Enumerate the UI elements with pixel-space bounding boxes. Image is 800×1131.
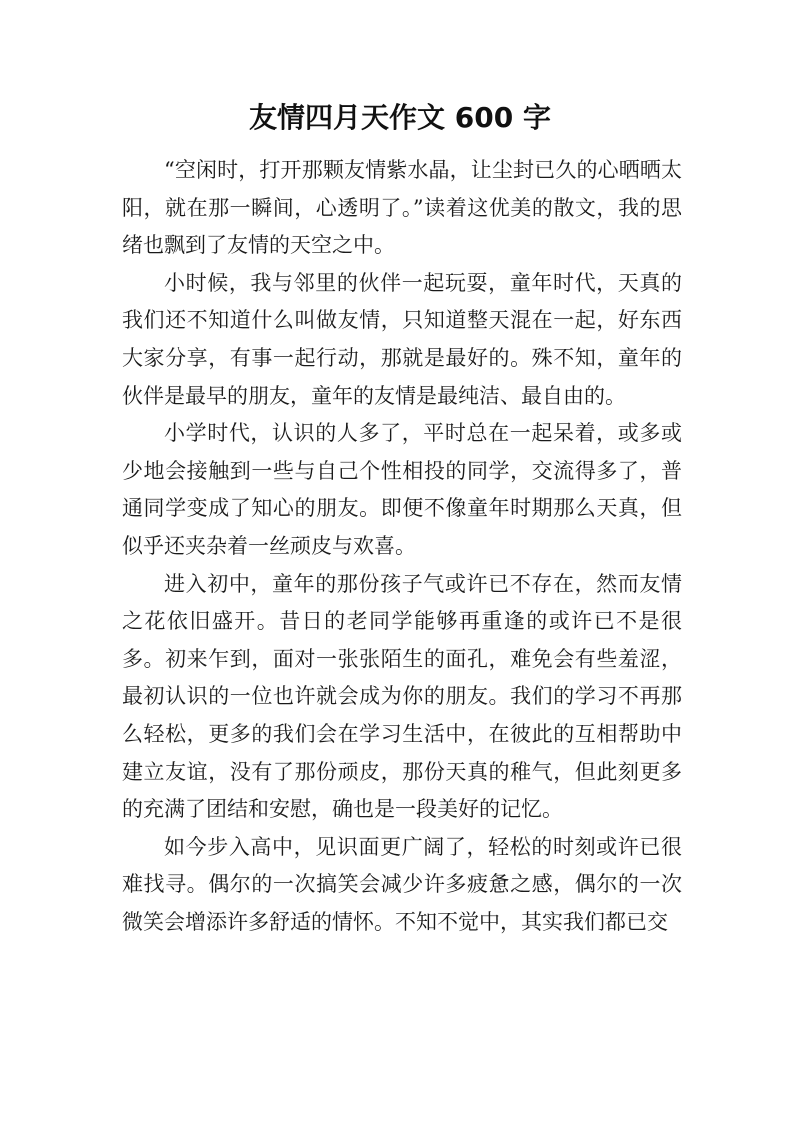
document-body <box>122 152 682 941</box>
paragraph: 进入初中，童年的那份孩子气或许已不存在，然而友情之花依旧盛开。昔日的老同学能够再重逢的或许已不是很多。初来乍到，面对一张张陌生的面孔，难免会有些羞涩，最初认识的一位也许就会成为你的朋友。我们的学习不再那么轻松，更多的我们会在学习生活中，在彼此的互相帮助中建立友谊，没有了那份顽皮，那份天真的稚气，但此刻更多的充满了团结和安慰，确也是一段美好的记忆。 <box>122 571 682 822</box>
document-title: 友情四月天作文 600 字 <box>249 101 551 134</box>
paragraph: “空闲时，打开那颗友情紫水晶，让尘封已久的心晒晒太阳，就在那一瞬间，心透明了。”读着这优美的散文，我的思绪也飘到了友情的天空之中。 <box>122 158 682 258</box>
paragraph: 如今步入高中，见识面更广阔了，轻松的时刻或许已很难找寻。偶尔的一次搞笑会减少许多疲惫之感，偶尔的一次微笑会增添许多舒适的情怀。不知不觉中，其实我们都已交 <box>122 834 682 934</box>
paragraph: 小学时代，认识的人多了，平时总在一起呆着，或多或少地会接触到一些与自己个性相投的同学，交流得多了，普通同学变成了知心的朋友。即便不像童年时期那么天真，但似乎还夹杂着一丝顽皮与欢喜。 <box>122 421 682 558</box>
paragraph: 小时候，我与邻里的伙伴一起玩耍，童年时代，天真的我们还不知道什么叫做友情，只知道整天混在一起，好东西大家分享，有事一起行动，那就是最好的。殊不知，童年的伙伴是最早的朋友，童年的友情是最纯洁、最自由的。 <box>122 270 682 408</box>
